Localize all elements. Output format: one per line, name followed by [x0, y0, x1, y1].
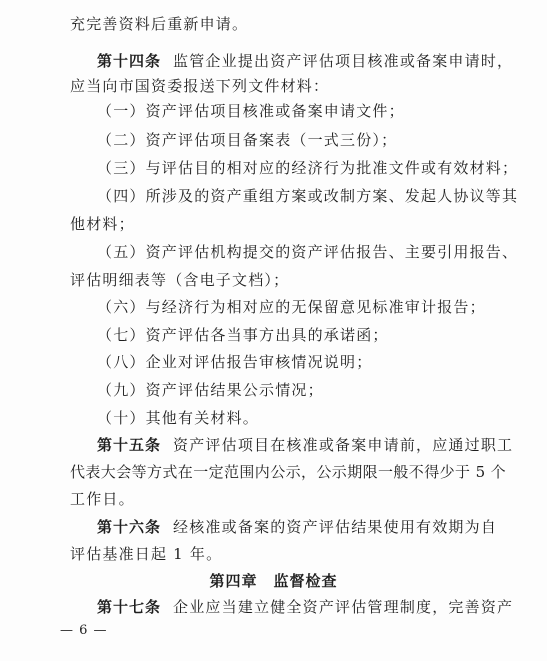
- article-15-text: 资产评估项目在核准或备案申请前，应通过职工: [173, 436, 514, 454]
- article-17-text: 企业应当建立健全资产评估管理制度，完善资产: [173, 598, 514, 616]
- article-14-text: 监管企业提出资产评估项目核准或备案申请时，: [173, 52, 514, 70]
- list-item: （八）企业对评估报告审核情况说明；: [97, 353, 373, 371]
- list-item: （五）资产评估机构提交的资产评估报告、主要引用报告、: [97, 243, 519, 261]
- list-item-continuation: 评估明细表等（含电子文档）；: [70, 271, 290, 289]
- paragraph-line: 充完善资料后重新申请。: [70, 15, 249, 33]
- page-number: — 6 —: [60, 623, 108, 638]
- chapter-heading: 第四章 监督检查: [209, 572, 338, 590]
- list-item: （七）资产评估各当事方出具的承诺函；: [97, 326, 389, 344]
- list-item: （九）资产评估结果公示情况；: [97, 381, 324, 399]
- list-item-continuation: 他材料；: [70, 215, 135, 233]
- article-15-line-3: 工作日。: [70, 490, 135, 508]
- list-item: （六）与经济行为相对应的无保留意见标准审计报告；: [97, 298, 486, 316]
- article-17-label: 第十七条: [97, 598, 162, 616]
- list-item: （三）与评估目的相对应的经济行为批准文件或有效材料；: [97, 159, 519, 177]
- article-16-line-1: [97, 517, 498, 537]
- list-item: （二）资产评估项目备案表（一式三份）；: [97, 131, 398, 149]
- article-15-label: 第十五条: [97, 436, 162, 454]
- article-16-text: 经核准或备案的资产评估结果使用有效期为自: [173, 518, 498, 536]
- list-item: （十）其他有关材料。: [97, 409, 260, 427]
- article-15-line-2: 代表大会等方式在一定范围内公示，公示期限一般不得少于 5 个: [70, 463, 507, 481]
- article-16-line-2: 评估基准日起 1 年。: [70, 545, 223, 563]
- article-14-line-1: [97, 51, 514, 71]
- article-16-label: 第十六条: [97, 518, 162, 536]
- article-14-label: 第十四条: [97, 52, 162, 70]
- list-item: （四）所涉及的资产重组方案或改制方案、发起人协议等其: [97, 187, 519, 205]
- list-item: （一）资产评估项目核准或备案申请文件；: [97, 102, 405, 120]
- article-17-line-1: [97, 597, 514, 617]
- article-15-line-1: [97, 435, 514, 455]
- article-14-line-2: 应当向市国资委报送下列文件材料：: [70, 77, 330, 95]
